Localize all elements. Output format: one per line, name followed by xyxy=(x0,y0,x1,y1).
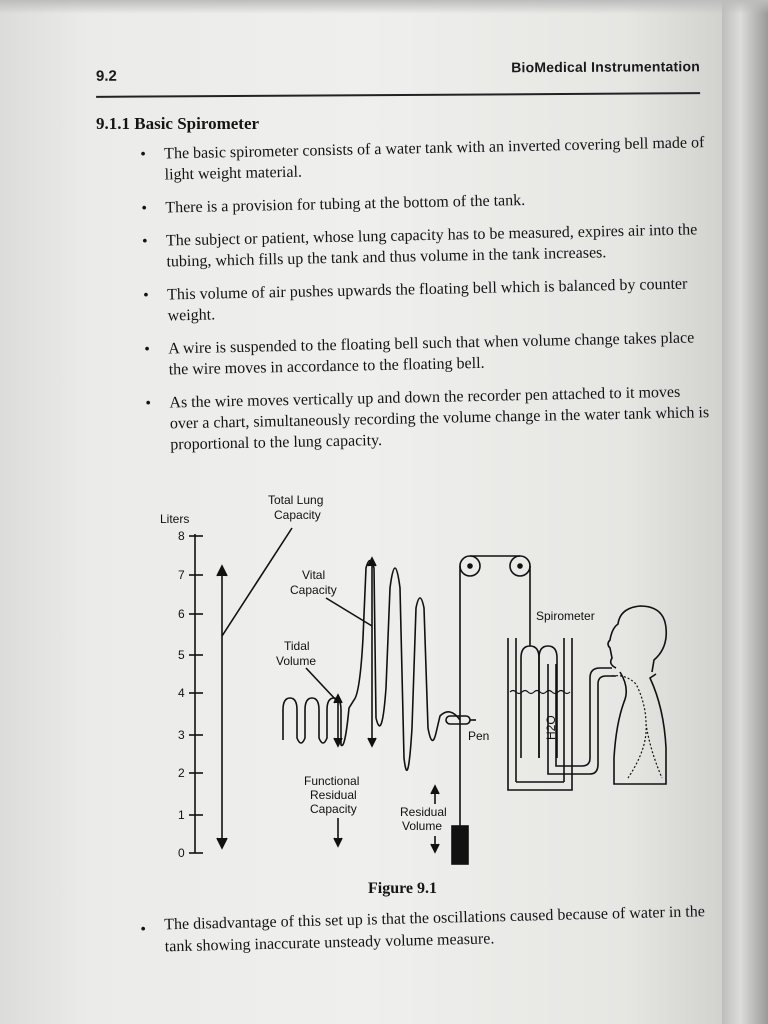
spirometer-figure xyxy=(150,488,710,873)
bullet-text: As the wire moves vertically up and down the recorder pen attached to it moves over a chart, simultaneously recording the volume change in the water tank which is proportional to the lung capacity. xyxy=(169,383,710,454)
bullet-text: This volume of air pushes upwards the floating bell which is balanced by counter weight. xyxy=(166,275,688,325)
bullet-text: The disadvantage of this set up is that the oscillations caused because of water in the tank showing inaccurate unsteady volume measure. xyxy=(164,903,706,956)
tidal-volume-label: Tidal xyxy=(284,639,310,653)
residual-volume-label: Residual xyxy=(400,805,447,819)
tick-label: 2 xyxy=(178,766,185,780)
section-title: 9.1.1 Basic Spirometer xyxy=(96,114,260,133)
residual-volume-label: Volume xyxy=(402,819,443,833)
bullet-list-bottom xyxy=(140,901,709,959)
bullet-text: There is a provision for tubing at the bottom of the tank. xyxy=(165,191,526,217)
water-tank xyxy=(508,638,572,790)
bullet-text: The subject or patient, whose lung capacity has to be measured, expires air into the tubing, which fills up the tank and thus volume in the tank increases. xyxy=(165,221,698,271)
bullet-item xyxy=(144,327,711,381)
tick-label: 8 xyxy=(178,529,185,543)
tubing xyxy=(548,664,616,774)
frc-label: Functional xyxy=(304,774,360,788)
page-number: 9.2 xyxy=(95,67,117,85)
water-level xyxy=(510,691,570,694)
frc-label: Capacity xyxy=(310,802,357,816)
floating-bell xyxy=(521,646,539,758)
bullet-dot: • xyxy=(141,232,148,250)
counter-weight xyxy=(452,826,468,864)
frc-label: Residual xyxy=(310,788,357,802)
bullet-item xyxy=(140,132,707,186)
bullet-item xyxy=(141,186,707,219)
book-title: BioMedical Instrumentation xyxy=(511,58,700,76)
bullet-list xyxy=(140,132,713,468)
bullet-dot: • xyxy=(141,199,148,217)
bullet-dot: • xyxy=(142,286,149,304)
patient-head xyxy=(608,606,666,672)
water-label: H2O xyxy=(544,715,558,740)
bullet-dot: • xyxy=(144,340,151,358)
tick-label: 4 xyxy=(178,686,185,700)
tick-label: 1 xyxy=(178,808,185,822)
adjacent-page-edge xyxy=(722,0,768,1024)
leader-line xyxy=(306,668,336,700)
scale-tick-labels xyxy=(178,529,185,860)
total-lung-capacity-label: Capacity xyxy=(274,508,321,522)
vital-capacity-label: Vital xyxy=(302,568,326,582)
bullet-dot: • xyxy=(145,394,152,412)
bullet-item xyxy=(142,219,709,273)
scale-ticks xyxy=(189,536,203,853)
pen-label: Pen xyxy=(468,729,490,743)
running-header xyxy=(96,56,700,98)
top-shadow xyxy=(0,0,768,14)
spirometer-label: Spirometer xyxy=(536,609,595,623)
total-lung-capacity-label: Total Lung xyxy=(268,493,324,507)
bullet-text: The basic spirometer consists of a water tank with an inverted covering bell made of light weight material. xyxy=(164,134,705,184)
leader-line xyxy=(222,528,292,636)
bullet-item xyxy=(140,901,709,959)
axis-label: Liters xyxy=(160,512,190,526)
bullet-dot: • xyxy=(140,920,147,938)
bullet-item xyxy=(145,381,712,456)
vital-capacity-label: Capacity xyxy=(290,583,337,597)
bullet-dot: • xyxy=(140,145,147,163)
tick-label: 3 xyxy=(178,728,185,742)
tick-label: 0 xyxy=(178,846,185,860)
figure-caption: Figure 9.1 xyxy=(368,880,438,897)
bullet-text: A wire is suspended to the floating bell such that when volume change takes place the wire moves in accordance to the floating bell. xyxy=(168,329,695,379)
tick-label: 6 xyxy=(178,607,185,621)
tick-label: 5 xyxy=(178,648,185,662)
tick-label: 7 xyxy=(178,568,185,582)
bullet-item xyxy=(143,273,710,327)
tidal-volume-label: Volume xyxy=(276,654,317,668)
